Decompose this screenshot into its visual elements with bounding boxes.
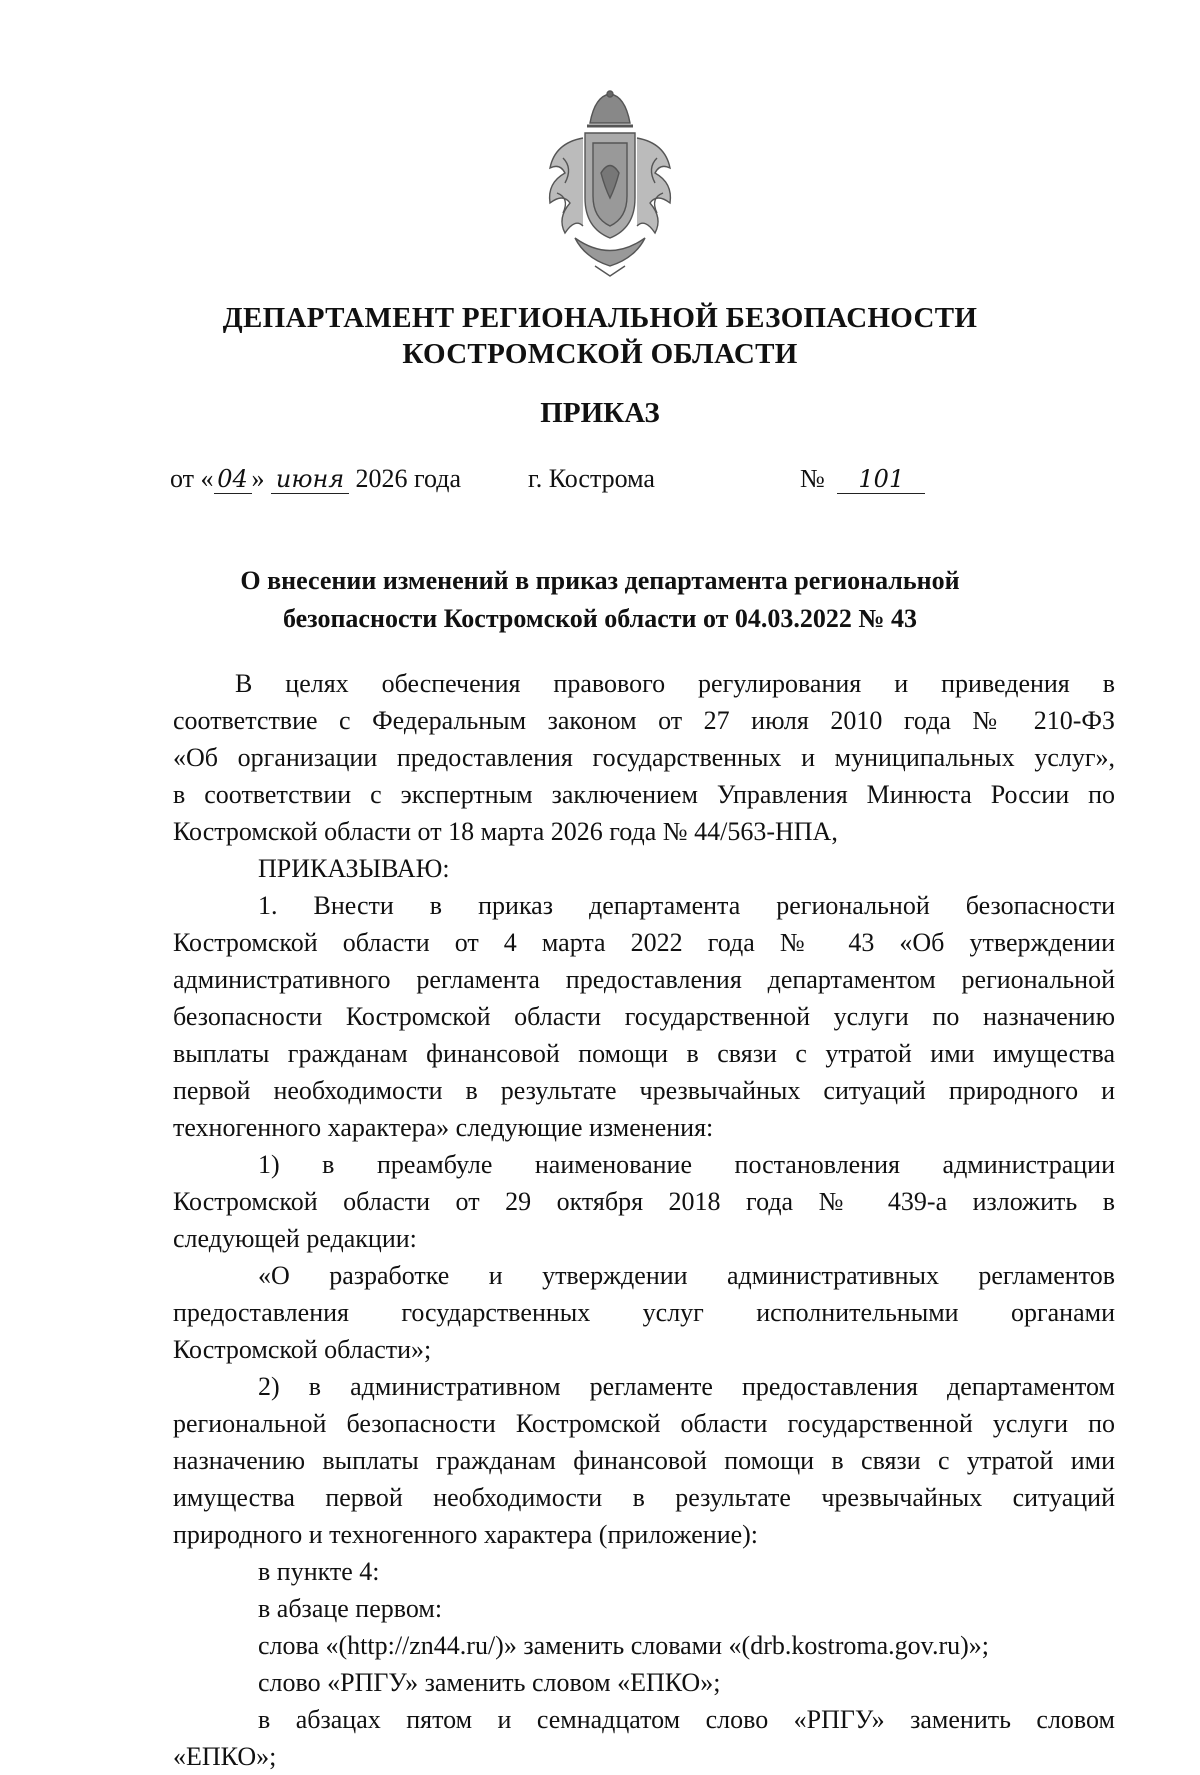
body-line: безопасности Костромской области государственной услуги по назначению [173,1002,1115,1031]
body-line: имущества первой необходимости в результате чрезвычайных ситуаций [173,1483,1115,1512]
body-line: выплаты гражданам финансовой помощи в связи с утратой ими имущества [173,1039,1115,1068]
order-body [173,665,1115,1775]
body-line: В целях обеспечения правового регулирования и приведения в [235,669,1115,698]
body-line: слово «РПГУ» заменить словом «ЕПКО»; [258,1668,721,1697]
body-line: следующей редакции: [173,1224,417,1253]
body-line: региональной безопасности Костромской области государственной услуги по [173,1409,1115,1438]
department-name-line-1: ДЕПАРТАМЕНТ РЕГИОНАЛЬНОЙ БЕЗОПАСНОСТИ [222,302,978,334]
body-line: «Об организации предоставления государственных и муниципальных услуг», [173,743,1115,772]
body-line: природного и техногенного характера (приложение): [173,1520,759,1549]
body-line: административного регламента предоставления департаментом региональной [173,965,1115,994]
subject-line-2: безопасности Костромской области от 04.03.2022 № 43 [282,604,918,633]
number-label: № [800,464,825,493]
date-mid: » [251,464,265,493]
coat-of-arms-emblem [535,88,685,278]
body-line: назначению выплаты гражданам финансовой помощи в связи с утратой ими [173,1446,1115,1475]
body-line: Костромской области от 18 марта 2026 года № 44/563-НПА, [173,817,838,846]
document-type-title: ПРИКАЗ [540,397,660,429]
city: г. Кострома [528,464,655,493]
department-name-line-2: КОСТРОМСКОЙ ОБЛАСТИ [402,338,798,370]
body-line: 1. Внести в приказ департамента региональной безопасности [258,891,1115,920]
body-line: в пункте 4: [258,1557,380,1586]
date-year: 2026 года [355,464,462,493]
body-line: в абзаце первом: [258,1594,443,1623]
body-line: предоставления государственных услуг исполнительными органами [173,1298,1115,1327]
date-day-handwritten: 04 [214,465,252,494]
order-number-field [800,462,925,496]
body-line: Костромской области от 29 октября 2018 года № 439-а изложить в [173,1187,1115,1216]
body-line: слова «(http://zn44.ru/)» заменить словами «(drb.kostroma.gov.ru)»; [258,1631,989,1660]
body-line: «ЕПКО»; [173,1742,277,1771]
body-line: 2) в административном регламенте предоставления департаментом [258,1372,1115,1401]
order-number-handwritten: 101 [837,465,925,494]
body-line: Костромской области от 4 марта 2022 года № 43 «Об утверждении [173,928,1115,957]
body-line: первой необходимости в результате чрезвычайных ситуаций природного и [173,1076,1115,1105]
body-line: Костромской области»; [173,1335,432,1364]
body-line: техногенного характера» следующие изменения: [173,1113,714,1142]
body-line-decree: ПРИКАЗЫВАЮ: [258,854,450,883]
subject-line-1: О внесении изменений в приказ департамента региональной [240,566,960,595]
date-month-handwritten: июня [271,465,349,494]
body-line: «О разработке и утверждении административных регламентов [258,1261,1115,1290]
body-line: 1) в преамбуле наименование постановления администрации [258,1150,1115,1179]
body-line: в соответствии с экспертным заключением Управления Минюста России по [173,780,1115,809]
date-prefix: от « [170,464,214,493]
body-line: соответствие с Федеральным законом от 27 июля 2010 года № 210-ФЗ [173,706,1115,735]
date-field [170,462,461,496]
body-line: в абзацах пятом и семнадцатом слово «РПГУ» заменить словом [258,1705,1115,1734]
